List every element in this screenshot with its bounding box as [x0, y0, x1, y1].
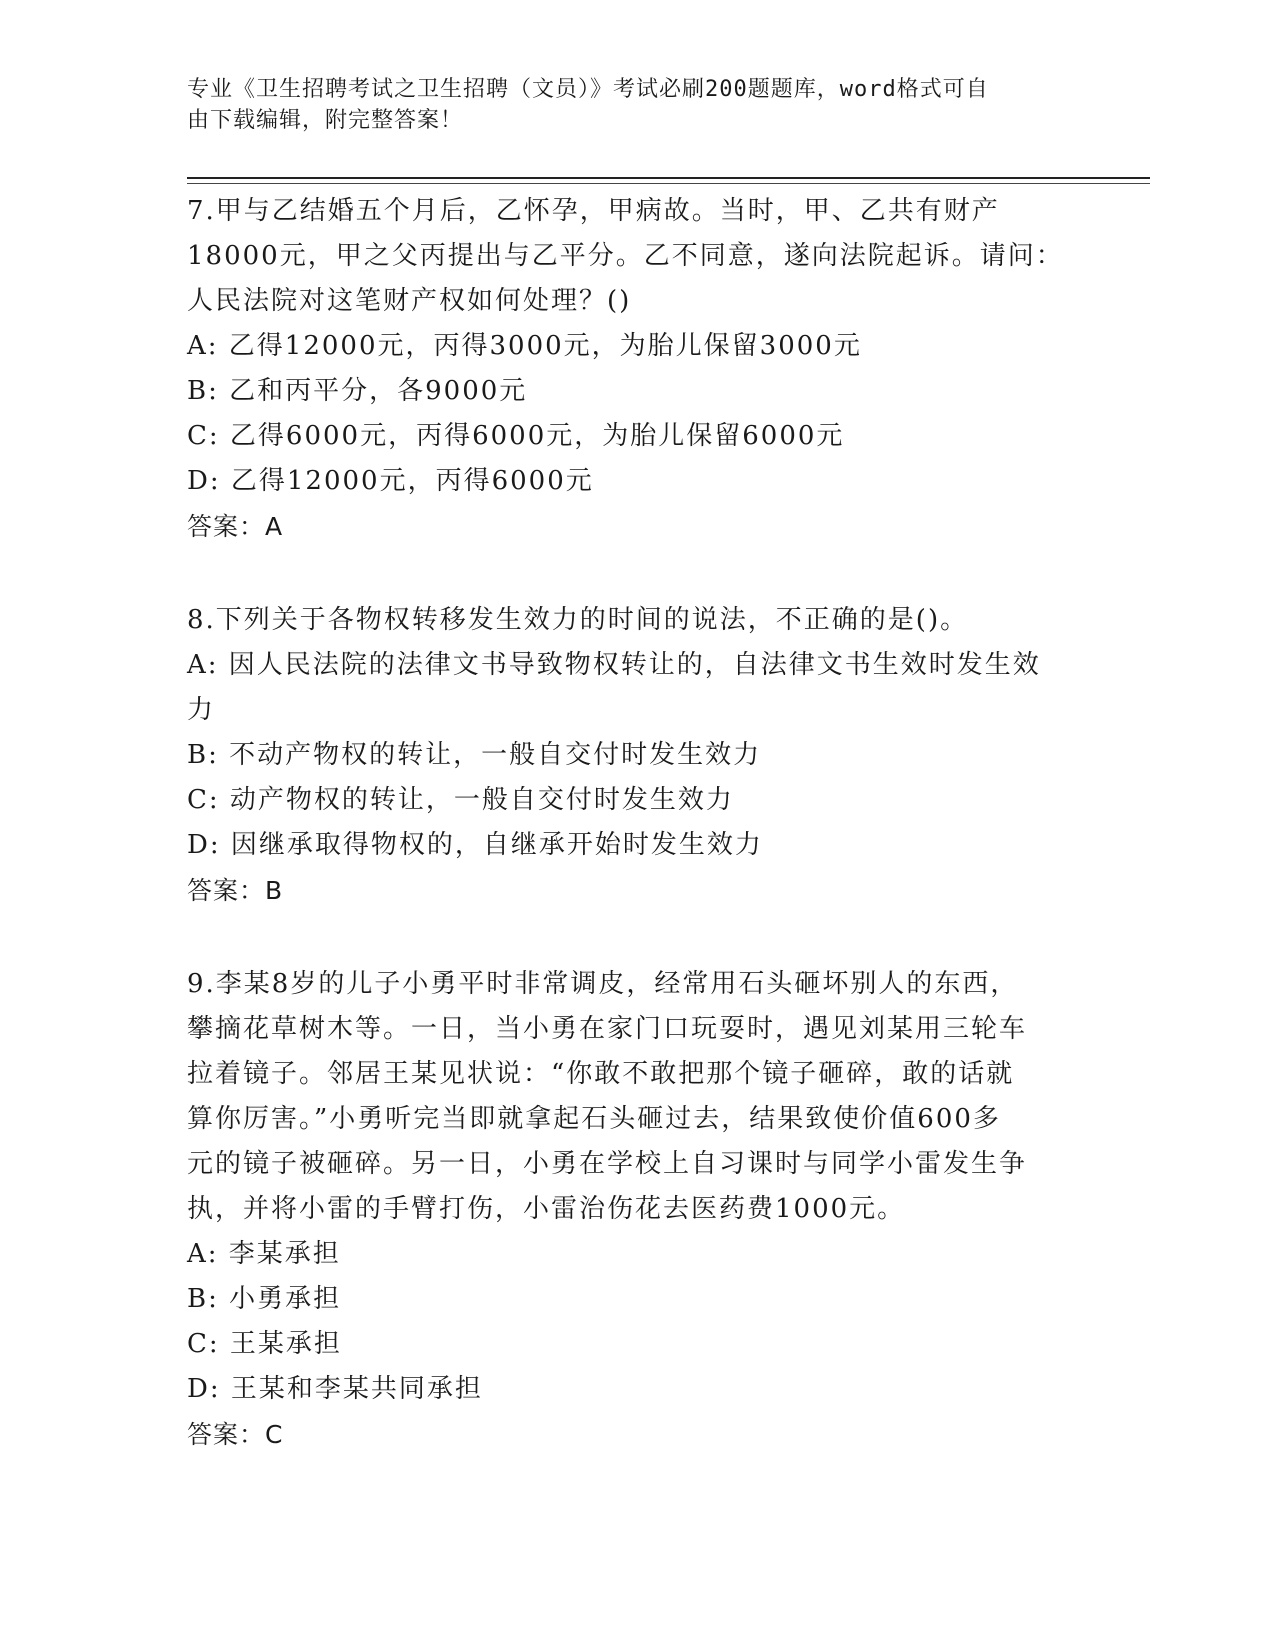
question-stem-line: 9.李某8岁的儿子小勇平时非常调皮，经常用石头砸坏别人的东西， [187, 969, 1019, 999]
question-stem-line: 18000元，甲之父丙提出与乙平分。乙不同意，遂向法院起诉。请问： [187, 241, 1064, 271]
question-stem-line: 8.下列关于各物权转移发生效力的时间的说法，不正确的是()。 [187, 605, 969, 635]
document-header [187, 74, 1067, 136]
header-divider-thin [187, 183, 1150, 184]
question-9 [187, 962, 1067, 1457]
option-d: D: 乙得12000元，丙得6000元 [187, 466, 594, 496]
option-a: A: 乙得12000元，丙得3000元，为胎儿保留3000元 [187, 331, 862, 361]
question-stem-line: 人民法院对这笔财产权如何处理？() [187, 286, 632, 316]
question-stem-line: 攀摘花草树木等。一日，当小勇在家门口玩耍时，遇见刘某用三轮车 [187, 1014, 1028, 1044]
question-7 [187, 189, 1067, 549]
header-divider-thick [187, 177, 1150, 179]
header-line-1: 专业《卫生招聘考试之卫生招聘（文员）》考试必刷200题题库，word格式可自 [187, 77, 989, 102]
option-d: D: 因继承取得物权的，自继承开始时发生效力 [187, 830, 763, 860]
option-c: C: 乙得6000元，丙得6000元，为胎儿保留6000元 [187, 421, 845, 451]
option-a-continued: 力 [187, 695, 216, 725]
option-d: D: 王某和李某共同承担 [187, 1374, 483, 1404]
question-stem-line: 元的镜子被砸碎。另一日，小勇在学校上自习课时与同学小雷发生争 [187, 1149, 1028, 1179]
option-c: C: 王某承担 [187, 1329, 342, 1359]
answer-line: 答案：B [187, 876, 284, 905]
option-b: B: 不动产物权的转让，一般自交付时发生效力 [187, 740, 762, 770]
option-b: B: 乙和丙平分，各9000元 [187, 376, 528, 406]
option-b: B: 小勇承担 [187, 1284, 342, 1314]
option-c: C: 动产物权的转让，一般自交付时发生效力 [187, 785, 734, 815]
header-line-2: 由下载编辑，附完整答案！ [187, 108, 464, 133]
option-a: A: 因人民法院的法律文书导致物权转让的，自法律文书生效时发生效 [187, 650, 1041, 680]
question-8 [187, 598, 1067, 913]
question-stem-line: 拉着镜子。邻居王某见状说：“你敢不敢把那个镜子砸碎，敢的话就 [187, 1059, 1015, 1089]
question-stem-line: 执，并将小雷的手臂打伤，小雷治伤花去医药费1000元。 [187, 1194, 906, 1224]
option-a: A: 李某承担 [187, 1239, 341, 1269]
answer-line: 答案：A [187, 512, 284, 541]
question-stem-line: 算你厉害。”小勇听完当即就拿起石头砸过去，结果致使价值600多 [187, 1104, 1001, 1134]
question-stem-line: 7.甲与乙结婚五个月后，乙怀孕，甲病故。当时，甲、乙共有财产 [187, 196, 1000, 226]
answer-line: 答案：C [187, 1420, 284, 1449]
